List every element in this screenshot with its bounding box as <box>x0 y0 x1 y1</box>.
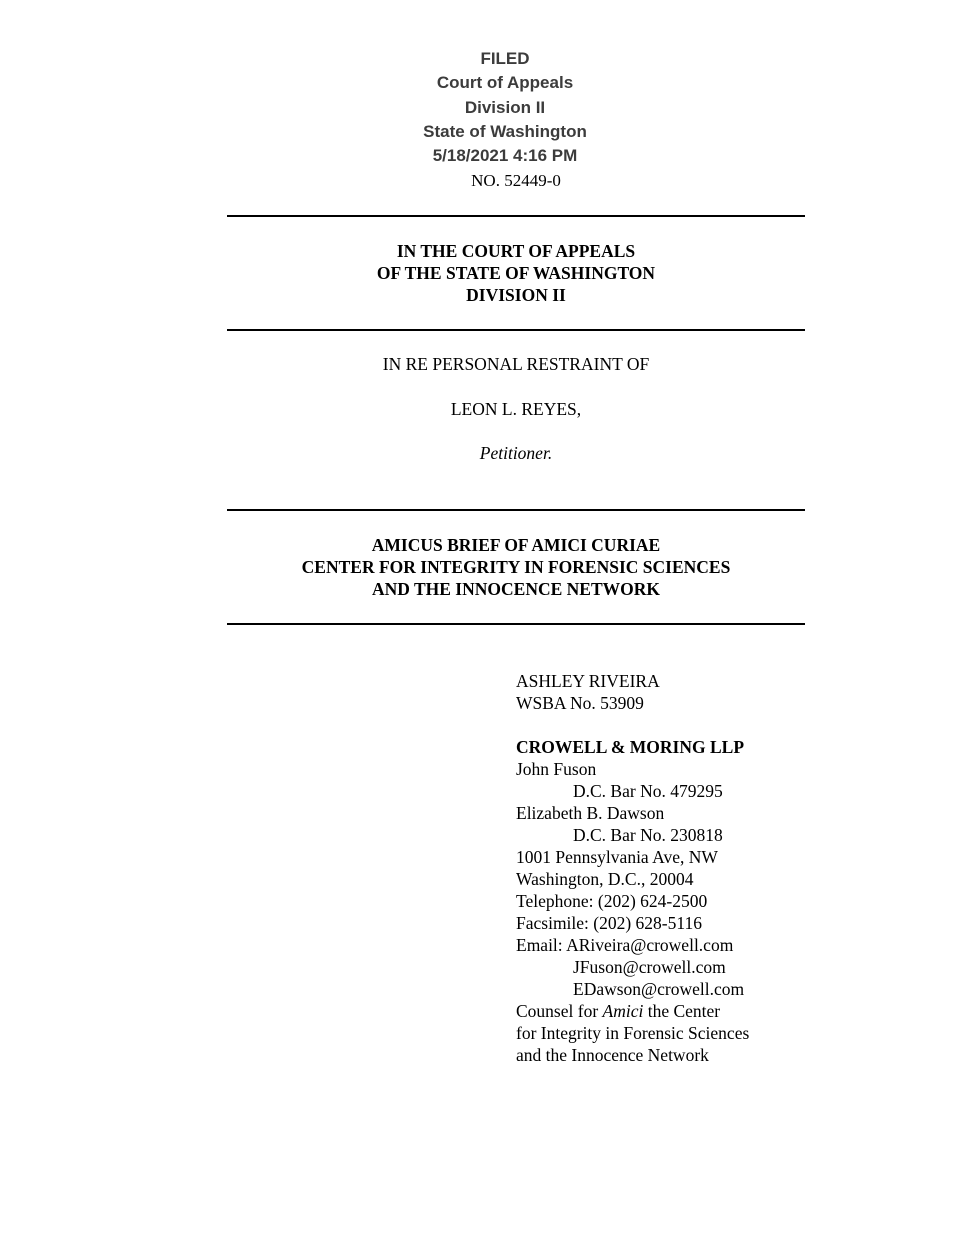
caption-matter: IN RE PERSONAL RESTRAINT OF <box>382 354 650 374</box>
counsel-role-line <box>516 1000 936 1022</box>
email-line: Email: ARiveira@crowell.com <box>516 935 734 955</box>
email-line: JFuson@crowell.com <box>573 957 726 977</box>
court-heading-line: IN THE COURT OF APPEALS <box>396 241 636 261</box>
divider-rule <box>227 623 805 625</box>
brief-title <box>227 534 805 600</box>
counsel-role-line: for Integrity in Forensic Sciences <box>516 1023 750 1043</box>
brief-title-line: AMICUS BRIEF OF AMICI CURIAE <box>371 535 661 555</box>
stamp-court: Court of Appeals <box>436 73 574 93</box>
stamp-state: State of Washington <box>423 121 587 141</box>
brief-title-line: CENTER FOR INTEGRITY IN FORENSIC SCIENCES <box>301 557 731 577</box>
attorney-name: ASHLEY RIVEIRA <box>516 671 660 691</box>
firm-name: CROWELL & MORING LLP <box>516 737 745 757</box>
stamp-filed: FILED <box>480 49 530 68</box>
email-line: EDawson@crowell.com <box>573 979 745 999</box>
brief-title-line: AND THE INNOCENCE NETWORK <box>372 579 660 599</box>
caption-role: Petitioner. <box>479 443 553 463</box>
address-line: 1001 Pennsylvania Ave, NW <box>516 847 718 867</box>
attorney-bar-number: D.C. Bar No. 479295 <box>573 781 723 801</box>
counsel-role-prefix: Counsel for <box>516 1001 603 1021</box>
telephone: Telephone: (202) 624-2500 <box>516 891 708 911</box>
counsel-role-amici: Amici <box>602 1001 644 1021</box>
spacer <box>516 714 936 736</box>
court-heading-line: OF THE STATE OF WASHINGTON <box>376 263 656 283</box>
counsel-role-suffix: the Center <box>643 1001 721 1021</box>
stamp-datetime: 5/18/2021 4:16 PM <box>432 146 578 166</box>
address-line: Washington, D.C., 20004 <box>516 869 694 889</box>
attorney-name: Elizabeth B. Dawson <box>516 803 665 823</box>
counsel-block <box>516 670 936 1066</box>
divider-rule <box>227 509 805 511</box>
filing-stamp <box>405 47 605 168</box>
court-heading <box>227 240 805 306</box>
counsel-role-line: and the Innocence Network <box>516 1045 709 1065</box>
stamp-division: Division II <box>464 97 546 117</box>
divider-rule <box>227 329 805 331</box>
attorney-name: John Fuson <box>516 759 597 779</box>
facsimile: Facsimile: (202) 628-5116 <box>516 913 702 933</box>
attorney-bar-number: D.C. Bar No. 230818 <box>573 825 723 845</box>
caption-party: LEON L. REYES, <box>450 399 582 419</box>
court-heading-line: DIVISION II <box>466 285 566 305</box>
divider-rule <box>227 215 805 217</box>
attorney-bar-number: WSBA No. 53909 <box>516 693 644 713</box>
case-number: NO. 52449-0 <box>471 171 561 190</box>
